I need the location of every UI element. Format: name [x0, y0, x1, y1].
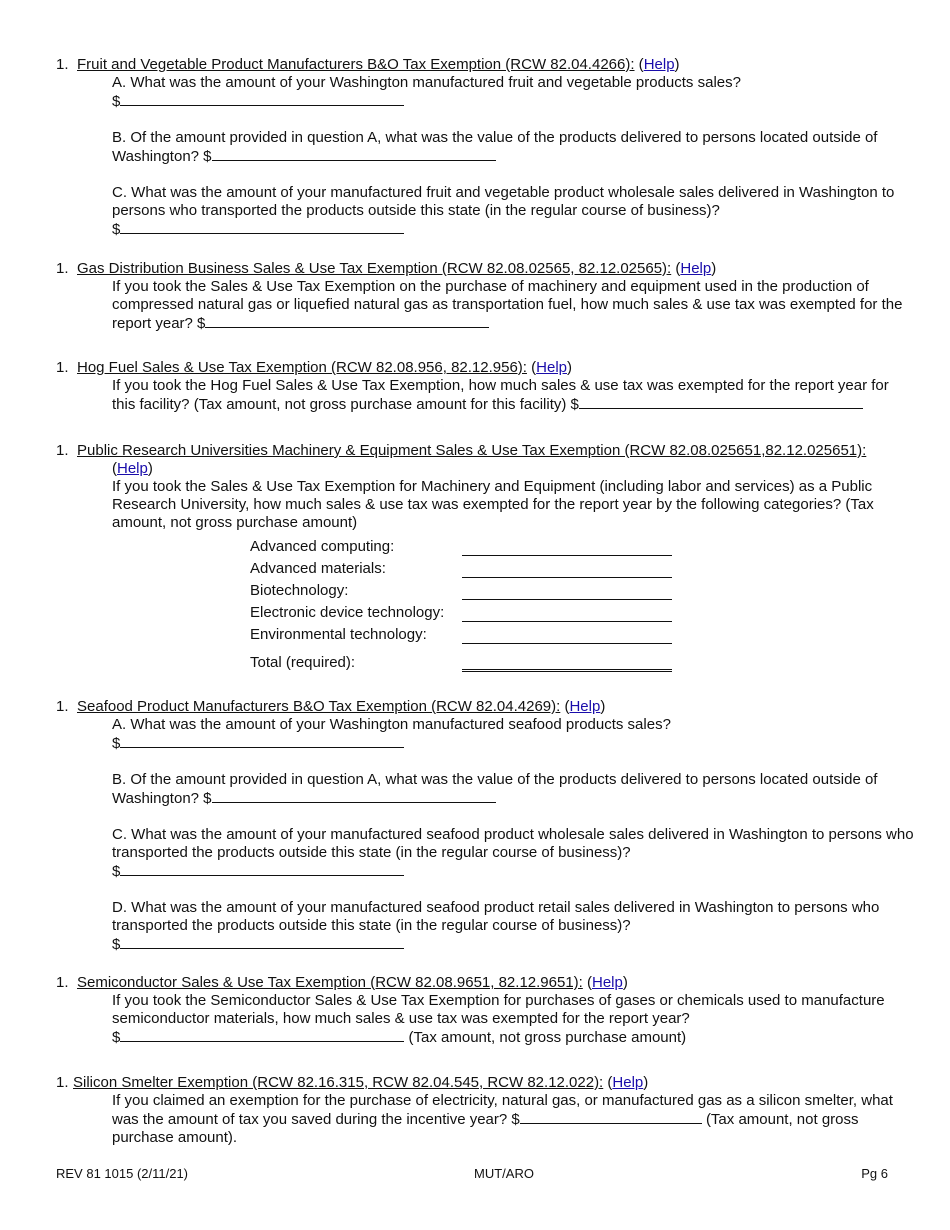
category-label: Environmental technology: — [250, 626, 427, 643]
section-hog-fuel — [56, 359, 916, 414]
amount-field[interactable] — [120, 220, 404, 234]
help-link[interactable]: Help — [592, 974, 623, 991]
question-text: If you claimed an exemption for the purchase of electricity, natural gas, or manufactured gas as a silicon smelter, what was the amount of tax you saved during the incentive year? $ (Tax amount, not gross purchase amount). — [112, 1092, 893, 1146]
section-title: Fruit and Vegetable Product Manufacturers B&O Tax Exemption (RCW 82.04.4266): — [77, 56, 635, 73]
section-number: 1. — [56, 260, 69, 277]
amount-field[interactable] — [120, 734, 404, 748]
category-amount-field[interactable] — [462, 561, 672, 578]
category-label: Electronic device technology: — [250, 604, 445, 621]
help-link[interactable]: Help — [569, 698, 601, 715]
section-heading: 1. Semiconductor Sales & Use Tax Exemption (RCW 82.08.9651, 82.12.9651): (Help) — [56, 974, 628, 991]
category-amount-field[interactable] — [462, 583, 672, 600]
section-number: 1. — [56, 1074, 69, 1091]
question-a: A. What was the amount of your Washington manufactured seafood products sales? $ — [112, 716, 671, 752]
section-heading: 1. Gas Distribution Business Sales & Use Tax Exemption (RCW 82.08.02565, 82.12.02565): (Help) — [56, 260, 717, 277]
section-number: 1. — [56, 442, 69, 459]
amount-field[interactable] — [120, 1028, 404, 1042]
category-table — [250, 534, 916, 672]
category-amount-field[interactable] — [462, 539, 672, 556]
form-code: MUT/ARO — [474, 1166, 534, 1181]
category-amount-field[interactable] — [462, 605, 672, 622]
amount-field[interactable] — [212, 147, 496, 161]
amount-field[interactable] — [205, 314, 489, 328]
help-link[interactable]: Help — [680, 260, 712, 277]
help-link[interactable]: Help — [612, 1074, 644, 1091]
section-heading: 1. Fruit and Vegetable Product Manufacturers B&O Tax Exemption (RCW 82.04.4266): (Help) — [56, 56, 680, 73]
section-title: Public Research Universities Machinery & Equipment Sales & Use Tax Exemption (RCW 82.08.025651,82.12.025651): — [77, 442, 867, 459]
section-title: Gas Distribution Business Sales & Use Tax Exemption (RCW 82.08.02565, 82.12.02565): — [77, 260, 672, 277]
question-text: If you took the Sales & Use Tax Exemption on the purchase of machinery and equipment used in the production of compressed natural gas or liquefied natural gas as transportation fuel, how much sales & use tax was exempted for the report year? $ — [112, 278, 903, 332]
amount-field[interactable] — [120, 92, 404, 106]
section-heading: 1. Silicon Smelter Exemption (RCW 82.16.315, RCW 82.04.545, RCW 82.12.022): (Help) — [56, 1074, 649, 1091]
section-seafood — [56, 698, 916, 954]
category-label: Biotechnology: — [250, 582, 349, 599]
question-text: If you took the Semiconductor Sales & Use Tax Exemption for purchases of gases or chemicals used to manufacture semiconductor materials, how much sales & use tax was exempted for the report year? $ (Tax amount, not gross purchase amount) — [112, 992, 885, 1046]
section-title: Hog Fuel Sales & Use Tax Exemption (RCW 82.08.956, 82.12.956): — [77, 359, 527, 376]
category-row — [250, 556, 916, 578]
category-amount-field[interactable] — [462, 627, 672, 644]
section-public-research-universities — [56, 442, 916, 672]
amount-field[interactable] — [120, 935, 404, 949]
section-title: Silicon Smelter Exemption (RCW 82.16.315, RCW 82.04.545, RCW 82.12.022): — [73, 1074, 604, 1091]
question-text: If you took the Sales & Use Tax Exemption for Machinery and Equipment (including labor and services) as a Public Research University, how much sales & use tax was exempted for the report year by the following categories? (Tax amount, not gross purchase amount) — [112, 478, 874, 531]
amount-field[interactable] — [120, 862, 404, 876]
question-text: If you took the Hog Fuel Sales & Use Tax Exemption, how much sales & use tax was exempted for the report year for this facility? (Tax amount, not gross purchase amount for this facility) $ — [112, 377, 889, 413]
section-number: 1. — [56, 974, 69, 991]
section-fruit-vegetable — [56, 56, 916, 239]
section-number: 1. — [56, 698, 69, 715]
help-link[interactable]: Help — [536, 359, 567, 376]
question-a: A. What was the amount of your Washington manufactured fruit and vegetable products sales? $ — [112, 74, 741, 110]
question-c: C. What was the amount of your manufactured seafood product wholesale sales delivered in Washington to persons who transported the products outside this state (in the regular course of business)? $ — [112, 826, 914, 880]
category-label: Advanced computing: — [250, 538, 395, 555]
total-amount-field[interactable] — [462, 649, 672, 672]
category-row — [250, 622, 916, 644]
section-heading: 1. Seafood Product Manufacturers B&O Tax Exemption (RCW 82.04.4269): (Help) — [56, 698, 606, 715]
total-row — [250, 644, 916, 672]
section-silicon-smelter — [56, 1074, 916, 1147]
category-row — [250, 600, 916, 622]
form-id: REV 81 1015 (2/11/21) — [56, 1166, 189, 1181]
section-title: Semiconductor Sales & Use Tax Exemption (RCW 82.08.9651, 82.12.9651): — [77, 974, 583, 991]
page-number: Pg 6 — [861, 1166, 888, 1181]
help-link[interactable]: Help — [117, 460, 148, 477]
category-label: Advanced materials: — [250, 560, 386, 577]
section-number: 1. — [56, 56, 69, 73]
question-b: B. Of the amount provided in question A, what was the value of the products delivered to persons located outside of Washington? $ — [112, 129, 878, 165]
amount-field[interactable] — [212, 789, 496, 803]
section-semiconductor — [56, 974, 916, 1047]
category-row — [250, 534, 916, 556]
section-heading: 1. Public Research Universities Machinery & Equipment Sales & Use Tax Exemption (RCW 82.08.025651,82.12.025651): (Help) — [56, 442, 867, 477]
section-gas-distribution — [56, 260, 916, 333]
question-b: B. Of the amount provided in question A, what was the value of the products delivered to persons located outside of Washington? $ — [112, 771, 878, 807]
question-c: C. What was the amount of your manufactured fruit and vegetable product wholesale sales delivered in Washington to persons who transported the products outside this state (in the regular course of business)? $ — [112, 184, 895, 238]
help-link[interactable]: Help — [643, 56, 675, 73]
section-title: Seafood Product Manufacturers B&O Tax Exemption (RCW 82.04.4269): — [77, 698, 561, 715]
amount-field[interactable] — [520, 1110, 702, 1124]
question-d: D. What was the amount of your manufactured seafood product retail sales delivered in Washington to persons who transported the products outside this state (in the regular course of business)? $ — [112, 899, 880, 953]
section-heading: 1. Hog Fuel Sales & Use Tax Exemption (RCW 82.08.956, 82.12.956): (Help) — [56, 359, 572, 376]
category-row — [250, 578, 916, 600]
amount-field[interactable] — [579, 395, 863, 409]
total-label: Total (required): — [250, 654, 356, 671]
section-number: 1. — [56, 359, 69, 376]
